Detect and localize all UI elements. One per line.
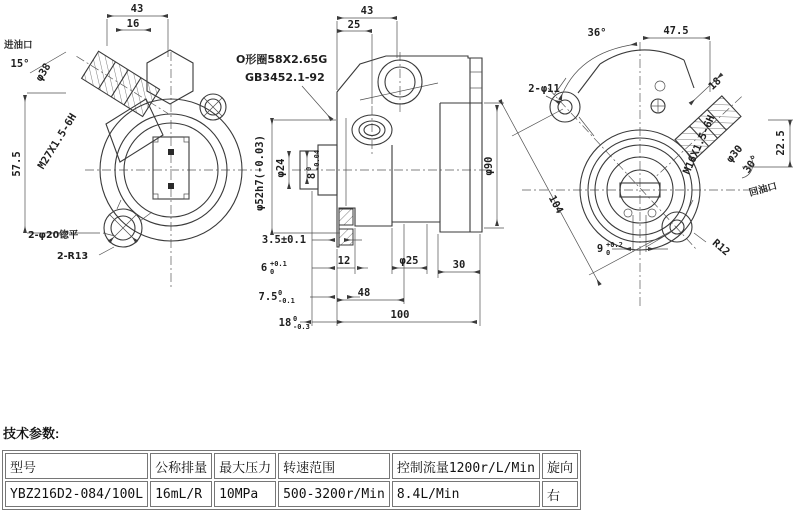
dim-22-5: 22.5: [775, 130, 787, 156]
dim-48: 48: [357, 287, 371, 299]
dim-47-5: 47.5: [663, 25, 689, 37]
top-screw-small: [655, 81, 665, 91]
header-speed-range: 转速范围: [278, 453, 390, 479]
tech-params-header-row: [5, 453, 578, 479]
outlet-port-label: 回油口: [747, 180, 779, 199]
header-control-flow: 控制流量1200r/L/Min: [392, 453, 540, 479]
value-displacement: 16mL/R: [150, 481, 212, 507]
value-max-pressure: 10MPa: [214, 481, 276, 507]
dim-dia-38: φ38: [33, 61, 54, 84]
return-thread-label: M16X1.5-6H: [680, 113, 718, 177]
front-view: [3, 3, 262, 288]
tech-params-value-row: [5, 481, 578, 507]
svg-text:-0.1: -0.1: [278, 297, 295, 305]
inlet-thread-label: M27X1.5-6H: [35, 111, 80, 172]
key-mark-bottom: [168, 183, 174, 189]
header-max-pressure: 最大压力: [214, 453, 276, 479]
header-model: 型号: [5, 453, 148, 479]
side-section-view: [236, 5, 504, 331]
dim-18-rear: 18: [706, 75, 724, 93]
svg-text:0: 0: [293, 315, 298, 323]
svg-text:-0.3: -0.3: [293, 323, 310, 331]
header-displacement: 公称排量: [150, 453, 212, 479]
oring-note-line1: O形圈58X2.65G: [236, 53, 328, 66]
dim-dia-90: φ90: [483, 156, 495, 176]
dim-dia-52h7: φ52h7(-0.03): [254, 135, 266, 211]
dim-3-5: 3.5±0.1: [261, 234, 307, 246]
svg-text:8: 8: [306, 172, 318, 180]
svg-text:9: 9: [596, 243, 604, 255]
tech-params-table: [2, 450, 581, 510]
oring-note-line2: GB3452.1-92: [245, 71, 325, 84]
dim-100: 100: [390, 309, 410, 321]
svg-text:-0.04: -0.04: [313, 149, 321, 171]
svg-text:+0.2: +0.2: [606, 241, 623, 249]
dim-18-section: [279, 315, 310, 331]
value-speed-range: 500-3200r/Min: [278, 481, 390, 507]
svg-text:0: 0: [606, 249, 611, 257]
dim-57-5: 57.5: [11, 151, 23, 177]
svg-text:6: 6: [260, 262, 268, 274]
dim-43-section: 43: [360, 5, 374, 17]
inlet-port-label: 进油口: [4, 40, 33, 51]
dim-angle-15: 15°: [10, 58, 30, 70]
key-mark-top: [168, 149, 174, 155]
value-control-flow: 8.4L/Min: [392, 481, 540, 507]
value-rotation: 右: [542, 481, 578, 507]
dim-angle-36: 36°: [587, 27, 607, 39]
dim-dia-25: φ25: [399, 255, 419, 267]
radius-r13-label: 2-R13: [57, 251, 89, 262]
dim-r12: R12: [709, 237, 733, 259]
header-rotation: 旋向: [542, 453, 578, 479]
dim-30: 30: [452, 259, 466, 271]
dim-dia-30: φ30: [724, 142, 746, 166]
spotface-label: 2-φ20锪平: [28, 230, 79, 241]
svg-text:0: 0: [278, 289, 283, 297]
flange-foot-hatch-bottom: [339, 229, 353, 245]
section-body-outline: [337, 56, 482, 247]
dim-7-5: [259, 289, 295, 305]
dim-43-front: 43: [130, 3, 144, 15]
svg-text:18: 18: [278, 317, 292, 329]
dim-2-dia-11: 2-φ11: [528, 83, 560, 95]
dim-angle-30: 30°: [741, 153, 762, 176]
rear-view: [500, 25, 793, 308]
dim-6: [261, 260, 287, 276]
svg-text:7.5: 7.5: [258, 291, 278, 303]
dim-12: 12: [337, 255, 351, 267]
dim-16-front: 16: [126, 18, 140, 30]
dim-dia-24: φ24: [275, 158, 287, 178]
svg-text:0: 0: [270, 268, 275, 276]
value-model: YBZ216D2-084/100L: [5, 481, 148, 507]
rear-top-dome: [600, 50, 684, 64]
dim-104: 104: [545, 193, 566, 216]
flange-foot-hatch-top: [339, 209, 353, 225]
dim-25-section: 25: [347, 19, 361, 31]
svg-text:0: 0: [305, 166, 313, 171]
dim-key-8: [305, 150, 321, 179]
tech-params-title: 技术参数:: [3, 426, 60, 441]
svg-text:+0.1: +0.1: [270, 260, 287, 268]
